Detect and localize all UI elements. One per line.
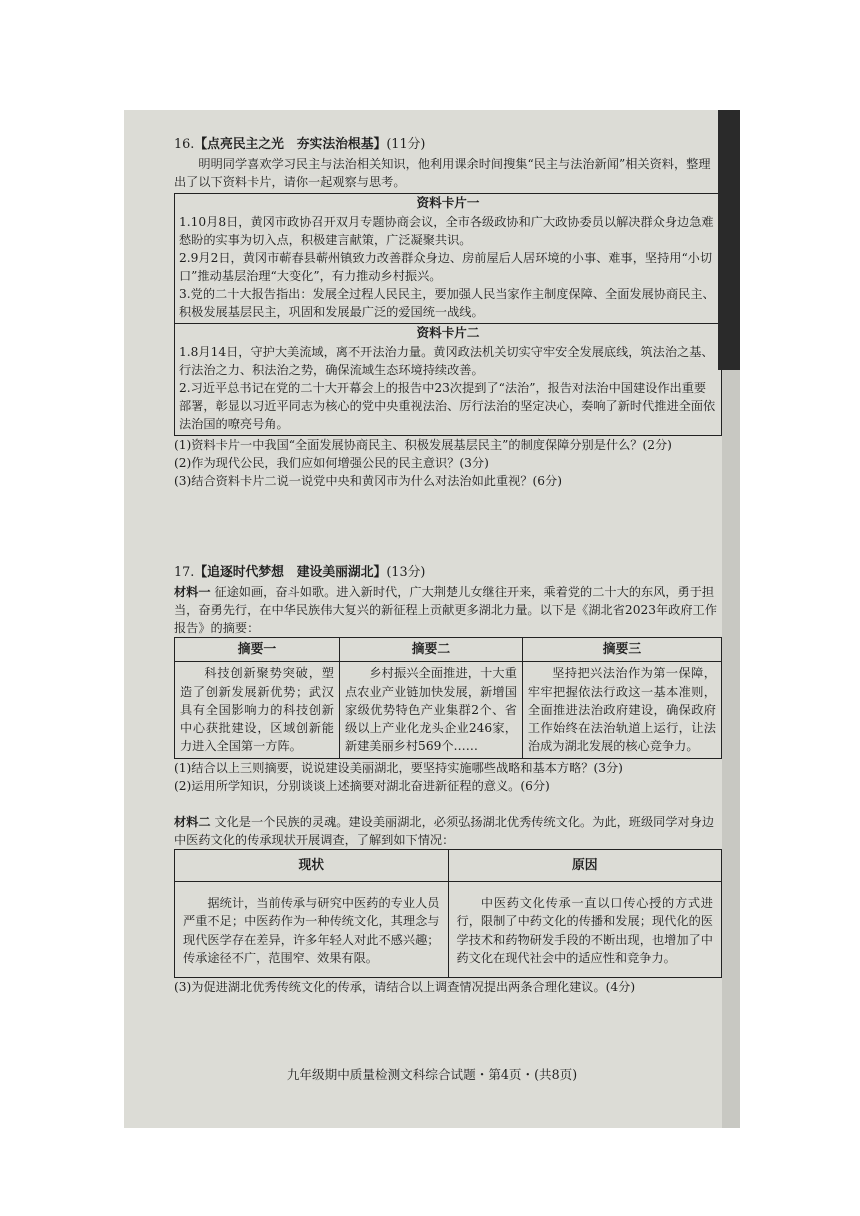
material-1 — [174, 583, 722, 637]
material-2-label: 材料二 — [174, 814, 211, 829]
card1-item: 2.9月2日，黄冈市蕲春县蕲州镇致力改善群众身边、房前屋后人居环境的小事、难事，坚持用“小切口”推动基层治理“大变化”，有力推动乡村振兴。 — [179, 250, 713, 283]
survey-reason-head: 原因 — [448, 849, 722, 881]
q16-subquestion-2: (2)作为现代公民，我们应如何增强公民的民主意识？(3分) — [174, 455, 489, 470]
page-footer: 九年级期中质量检测文科综合试题・第4页・(共8页) — [286, 1067, 578, 1082]
question-17 — [174, 564, 722, 996]
summary-2-text: 乡村振兴全面推进，十大重点农业产业链加快发展，新增国家级优势特色产业集群2个、省级以上产业化龙头企业246家，新建美丽乡村569个…… — [339, 662, 522, 758]
card1-item: 3.党的二十大报告指出：发展全过程人民民主，要加强人民当家作主制度保障、全面发展协商民主、积极发展基层民主，巩固和发展最广泛的爱国统一战线。 — [179, 286, 715, 319]
q17-subquestion-3: (3)为促进湖北优秀传统文化的传承，请结合以上调查情况提出两条合理化建议。(4分) — [174, 980, 636, 995]
material-card-1 — [175, 194, 721, 323]
material-cards — [174, 193, 722, 436]
q17-subquestion-2: (2)运用所学知识，分别谈谈上述摘要对湖北奋进新征程的意义。(6分) — [174, 778, 550, 793]
summary-3-head: 摘要三 — [522, 638, 721, 662]
q17-subquestion-1: (1)结合以上三则摘要，说说建设美丽湖北，要坚持实施哪些战略和基本方略？(3分) — [174, 760, 623, 775]
material-1-text: 征途如画，奋斗如歌。进入新时代，广大荆楚儿女继往开来，乘着党的二十大的东风，勇于担当，奋勇先行，在中华民族伟大复兴的新征程上贡献更多湖北力量。以下是《湖北省2023年政府工作报告》的摘要： — [174, 584, 717, 635]
material-2 — [174, 813, 722, 849]
q16-score: (11分) — [386, 137, 426, 152]
survey-reason-text: 中医药文化传承一直以口传心授的方式进行，限制了中药文化的传播和发展；现代化的医学技术和药物研发手段的不断出现，也增加了中药文化在现代社会中的适应性和竞争力。 — [448, 882, 722, 978]
q17-heading — [174, 564, 722, 583]
q16-title: 【点亮民主之光 夯实法治根基】 — [194, 137, 387, 152]
card1-title: 资料卡片一 — [416, 195, 480, 211]
q16-intro: 明明同学喜欢学习民主与法治相关知识，他利用课余时间搜集“民主与法治新闻”相关资料，整理出了以下资料卡片，请你一起观察与思考。 — [174, 156, 711, 189]
material-2-text: 文化是一个民族的灵魂。建设美丽湖北，必须弘扬湖北优秀传统文化。为此，班级同学对身边中医药文化的传承现状开展调查，了解到如下情况： — [174, 814, 715, 847]
summary-table — [174, 637, 722, 759]
survey-status-head: 现状 — [175, 849, 449, 881]
card2-title: 资料卡片二 — [416, 324, 480, 340]
survey-status-text: 据统计，当前传承与研究中医药的专业人员严重不足；中医药作为一种传统文化，其理念与现代医学存在差异，许多年轻人对此不感兴趣；传承途径不广，范围窄、效果有限。 — [175, 882, 449, 978]
summary-2-head: 摘要二 — [339, 638, 522, 662]
q16-number: 16. — [174, 137, 195, 152]
material-1-label: 材料一 — [174, 584, 211, 599]
card2-item: 2.习近平总书记在党的二十大开幕会上的报告中23次提到了“法治”，报告对法治中国建设作出重要部署，彰显以习近平同志为核心的党中央重视法治、厉行法治的坚定决心，奏响了新时代推进全面依法治国的嘹亮号角。 — [179, 380, 716, 431]
q17-title: 【追逐时代梦想 建设美丽湖北】 — [194, 564, 387, 580]
exam-page-content — [174, 136, 722, 996]
card1-item: 1.10月8日，黄冈市政协召开双月专题协商会议，全市各级政协和广大政协委员以解决群众身边急难愁盼的实事为切入点，积极建言献策，广泛凝聚共识。 — [179, 214, 714, 247]
summary-1-head: 摘要一 — [175, 638, 340, 662]
q16-heading — [174, 136, 722, 155]
card2-item: 1.8月14日，守护大美流域，离不开法治力量。黄冈政法机关切实守牢安全发展底线，筑法治之基、行法治之力、积法治之势，确保流域生态环境持续改善。 — [179, 344, 714, 377]
exam-paper — [124, 110, 740, 1128]
scan-edge — [718, 110, 740, 370]
q16-subquestion-3: (3)结合资料卡片二说一说党中央和黄冈市为什么对法治如此重视？(6分) — [174, 473, 562, 488]
q17-number: 17. — [174, 564, 195, 580]
summary-3-text: 坚持把兴法治作为第一保障，牢牢把握依法行政这一基本准则，全面推进法治政府建设，确保政府工作始终在法治轨道上运行，让法治成为湖北发展的核心竞争力。 — [522, 662, 721, 758]
material-card-2 — [175, 323, 721, 435]
question-16 — [174, 136, 722, 490]
summary-1-text: 科技创新聚势突破，塑造了创新发展新优势；武汉具有全国影响力的科技创新中心获批建设，区域创新能力进入全国第一方阵。 — [175, 662, 340, 758]
q16-subquestion-1: (1)资料卡片一中我国“全面发展协商民主、积极发展基层民主”的制度保障分别是什么？(2分) — [174, 437, 672, 452]
survey-table — [174, 849, 722, 978]
q17-score: (13分) — [386, 564, 426, 580]
